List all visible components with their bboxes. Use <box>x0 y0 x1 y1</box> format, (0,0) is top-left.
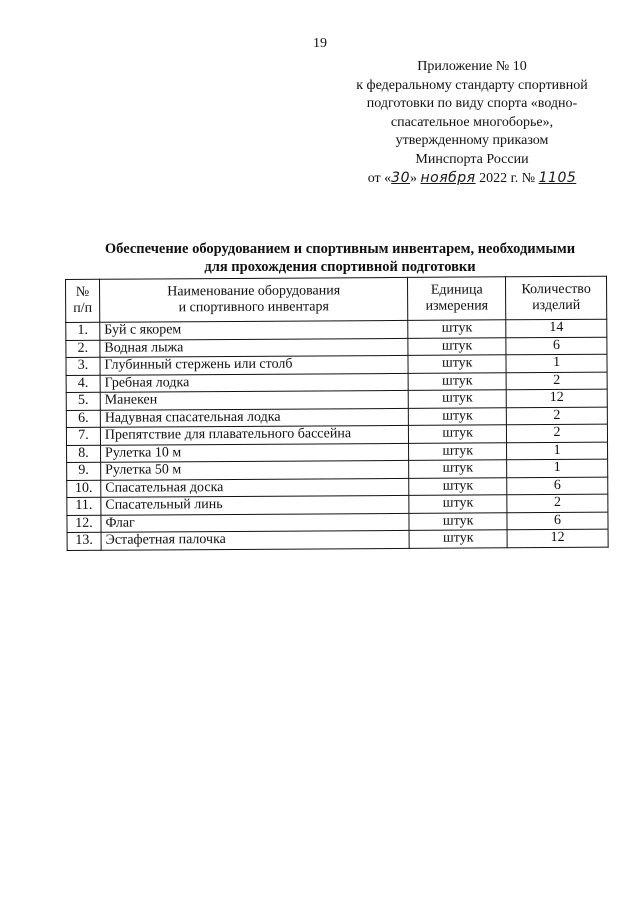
equipment-table <box>65 276 609 551</box>
order-month-handwritten: ноября <box>420 170 476 186</box>
section-heading <box>60 240 620 276</box>
row-num: 7. <box>66 427 100 445</box>
heading-line-2: для прохождения спортивной подготовки <box>204 259 476 275</box>
header-qty: Количество изделий <box>506 276 607 320</box>
appendix-line: к федеральному стандарту спортивной <box>356 77 588 93</box>
row-name: Эстафетная палочка <box>101 530 409 549</box>
order-day-handwritten: 30 <box>391 170 410 186</box>
table-row <box>67 529 608 550</box>
row-qty: 2 <box>506 424 607 442</box>
row-qty: 1 <box>506 354 607 372</box>
row-unit: штук <box>409 512 507 530</box>
appendix-line: Минспорта России <box>415 151 529 167</box>
appendix-line: подготовки по виду спорта «водно- <box>366 96 578 111</box>
appendix-line: Приложение № 10 <box>417 59 527 74</box>
row-num: 1. <box>66 322 100 340</box>
date-separator: » <box>410 171 417 186</box>
row-name: Рулетка 10 м <box>100 443 408 462</box>
row-name: Спасательная доска <box>101 478 409 497</box>
row-num: 8. <box>67 445 101 463</box>
order-year: 2022 г. № <box>479 171 536 186</box>
header-num: № п/п <box>66 279 100 322</box>
row-unit: штук <box>409 442 507 460</box>
row-name: Препятствие для плавательного бассейна <box>100 425 408 444</box>
row-num: 13. <box>67 532 101 550</box>
row-name: Спасательный линь <box>101 495 409 514</box>
row-qty: 6 <box>507 512 608 530</box>
row-num: 9. <box>67 462 101 480</box>
appendix-line: спасательное многоборье», <box>390 114 554 130</box>
row-unit: штук <box>408 355 506 373</box>
row-num: 4. <box>66 375 100 393</box>
row-name: Манекен <box>100 390 408 409</box>
row-qty: 2 <box>507 494 608 512</box>
row-unit: штук <box>408 372 506 390</box>
row-name: Рулетка 50 м <box>101 460 409 479</box>
row-num: 11. <box>67 497 101 515</box>
table-header-row <box>66 276 607 322</box>
order-number-handwritten: 1105 <box>538 170 577 186</box>
row-qty: 12 <box>507 529 608 547</box>
row-unit: штук <box>409 477 507 495</box>
header-unit: Единица измерения <box>408 277 506 321</box>
row-name: Флаг <box>101 513 409 532</box>
appendix-block <box>330 58 614 189</box>
row-qty: 6 <box>507 477 608 495</box>
row-qty: 2 <box>506 372 607 390</box>
row-num: 2. <box>66 340 100 358</box>
heading-line-1: Обеспечение оборудованием и спортивным инвентарем, необходимыми <box>104 241 576 257</box>
row-name: Водная лыжа <box>100 338 408 357</box>
appendix-line: утвержденному приказом <box>395 133 549 148</box>
row-num: 12. <box>67 515 101 533</box>
row-qty: 1 <box>507 459 608 477</box>
row-name: Глубинный стержень или столб <box>100 355 408 374</box>
row-qty: 6 <box>506 337 607 355</box>
date-prefix: от « <box>367 171 392 186</box>
row-unit: штук <box>408 390 506 408</box>
row-unit: штук <box>409 425 507 443</box>
row-unit: штук <box>409 460 507 478</box>
row-unit: штук <box>409 495 507 513</box>
row-unit: штук <box>408 337 506 355</box>
row-qty: 2 <box>506 407 607 425</box>
row-num: 5. <box>66 392 100 410</box>
row-qty: 14 <box>506 319 607 337</box>
row-num: 6. <box>66 410 100 428</box>
row-qty: 12 <box>506 389 607 407</box>
page-number: 19 <box>313 36 327 51</box>
row-num: 10. <box>67 480 101 498</box>
row-unit: штук <box>409 407 507 425</box>
header-name: Наименование оборудования и спортивного инвентаря <box>99 277 408 322</box>
row-num: 3. <box>66 357 100 375</box>
row-unit: штук <box>409 530 507 548</box>
row-name: Надувная спасательная лодка <box>100 408 408 427</box>
row-name: Буй с якорем <box>100 320 408 339</box>
row-qty: 1 <box>507 442 608 460</box>
row-unit: штук <box>408 320 506 338</box>
row-name: Гребная лодка <box>100 373 408 392</box>
order-date-line <box>330 169 614 189</box>
